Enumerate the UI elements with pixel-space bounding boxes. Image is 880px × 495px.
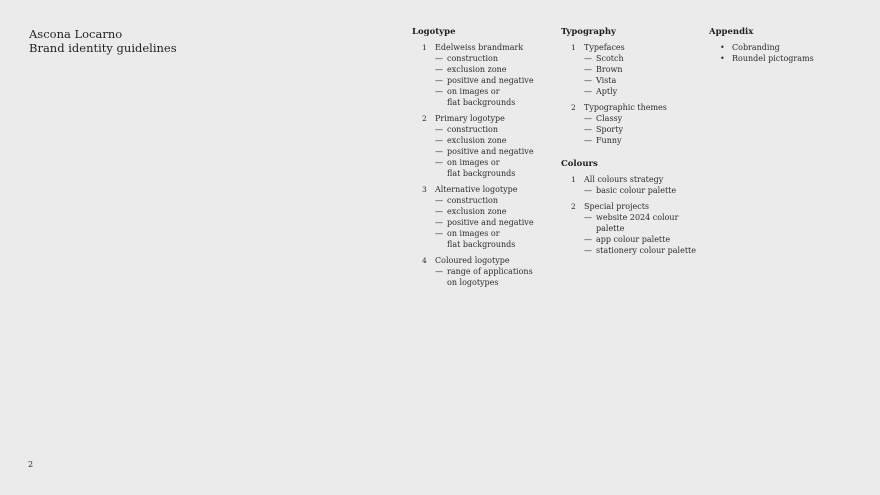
- document-title: [29, 27, 177, 55]
- group-number: 2: [422, 114, 427, 123]
- group-title: Typographic themes: [584, 103, 667, 112]
- group-number: 4: [422, 256, 427, 265]
- list-item: — Vista: [584, 76, 617, 85]
- list-item: — Sporty: [584, 125, 623, 134]
- list-item-continued: flat backgrounds: [447, 98, 516, 107]
- logotype-group-1: [412, 42, 552, 108]
- list-item: — positive and negative: [435, 147, 534, 156]
- typography-column: [561, 26, 701, 261]
- group-title: Typefaces: [584, 43, 625, 52]
- list-item: — Funny: [584, 136, 622, 145]
- group-title: Coloured logotype: [435, 256, 510, 265]
- typography-heading: Typography: [561, 27, 616, 37]
- list-item: — Aptly: [584, 87, 618, 96]
- list-item: — stationery colour palette: [584, 246, 696, 255]
- list-item: — Brown: [584, 65, 623, 74]
- group-number: 1: [422, 43, 427, 52]
- group-title: Edelweiss brandmark: [435, 43, 524, 52]
- list-item: — construction: [435, 54, 498, 63]
- list-item: — website 2024 colour palette: [584, 213, 679, 233]
- title-line-2: Brand identity guidelines: [29, 41, 177, 55]
- list-item: — Scotch: [584, 54, 624, 63]
- list-item: — positive and negative: [435, 218, 534, 227]
- list-item: — app colour palette: [584, 235, 671, 244]
- logotype-group-2: [412, 113, 552, 179]
- bullet-icon: •: [720, 43, 725, 52]
- logotype-column: [412, 26, 552, 293]
- logotype-group-4: [412, 255, 552, 288]
- appendix-heading: Appendix: [709, 27, 754, 37]
- typography-group-1: [561, 42, 701, 97]
- page-number: 2: [28, 460, 34, 469]
- typography-group-2: [561, 102, 701, 146]
- logotype-heading: Logotype: [412, 27, 456, 37]
- list-item: — construction: [435, 125, 498, 134]
- list-item-continued: flat backgrounds: [447, 240, 516, 249]
- list-item: — on images or: [435, 87, 500, 96]
- title-line-1: Ascona Locarno: [29, 27, 123, 41]
- group-number: 1: [571, 43, 576, 52]
- list-item: — construction: [435, 196, 498, 205]
- appendix-item: • Roundel pictograms: [720, 54, 814, 63]
- list-item: — positive and negative: [435, 76, 534, 85]
- group-number: 3: [422, 185, 427, 194]
- colours-heading: Colours: [561, 159, 598, 169]
- group-title: All colours strategy: [584, 175, 664, 184]
- group-title: Primary logotype: [435, 114, 505, 123]
- appendix-item: • Cobranding: [720, 43, 780, 52]
- group-number: 2: [571, 202, 576, 211]
- group-title: Special projects: [584, 202, 650, 211]
- list-item: — Classy: [584, 114, 623, 123]
- logotype-group-3: [412, 184, 552, 250]
- group-number: 2: [571, 103, 576, 112]
- list-item: — on images or: [435, 158, 500, 167]
- appendix-column: [709, 26, 859, 64]
- colours-group-1: [561, 174, 701, 196]
- list-item: — exclusion zone: [435, 65, 507, 74]
- group-number: 1: [571, 175, 576, 184]
- list-item: — exclusion zone: [435, 136, 507, 145]
- list-item: — basic colour palette: [584, 186, 677, 195]
- list-item: — exclusion zone: [435, 207, 507, 216]
- list-item-continued: on logotypes: [447, 278, 499, 287]
- list-item-continued: flat backgrounds: [447, 169, 516, 178]
- colours-group-2: [561, 201, 701, 256]
- list-item: — range of applications: [435, 267, 533, 276]
- bullet-icon: •: [720, 54, 725, 63]
- group-title: Alternative logotype: [435, 185, 518, 194]
- list-item: — on images or: [435, 229, 500, 238]
